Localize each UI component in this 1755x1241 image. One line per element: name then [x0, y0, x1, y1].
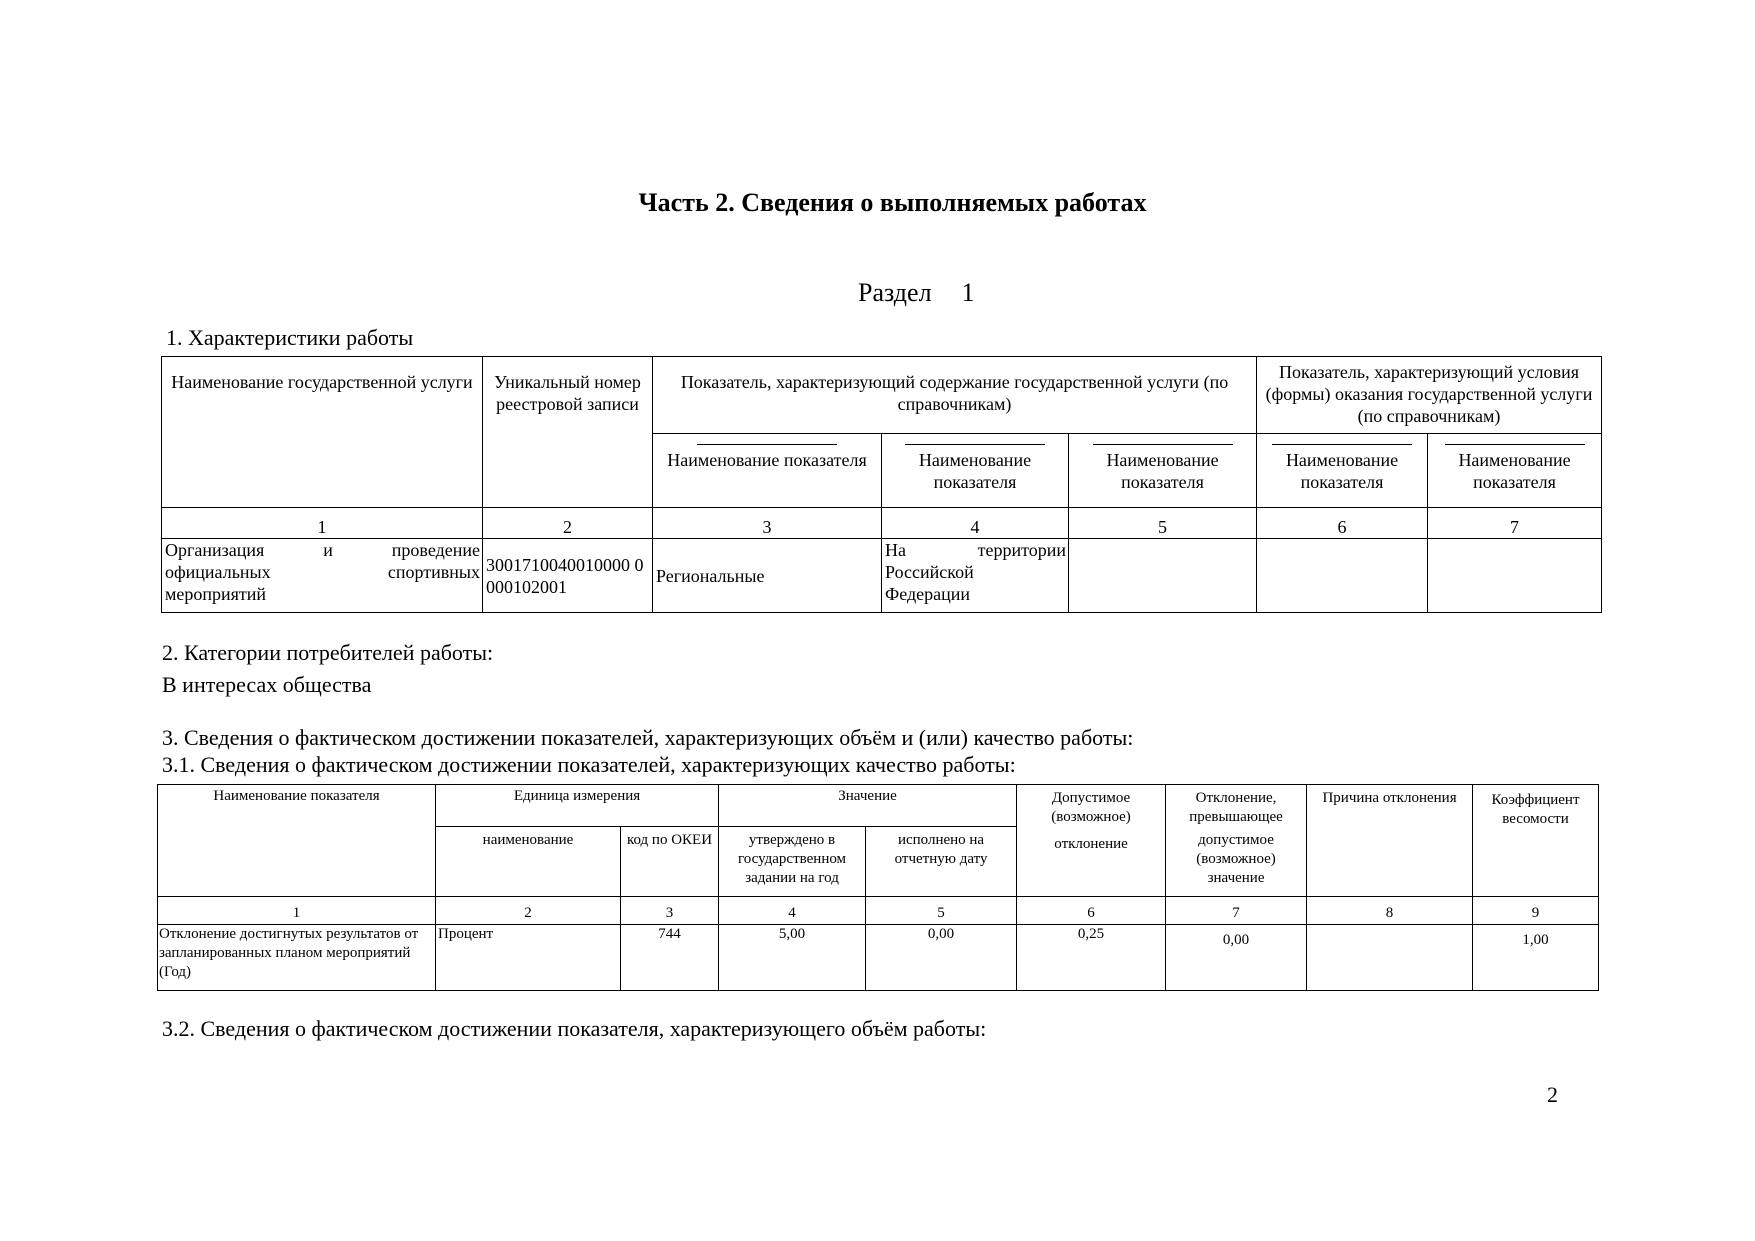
column-number: 6: [1017, 897, 1166, 925]
header-service-name: Наименование государственной услуги: [162, 357, 483, 508]
service-name-word: проведение: [391, 540, 480, 560]
indicator-4-line: [885, 539, 1066, 561]
blank-line: [697, 444, 837, 445]
unit-name-cell: Процент: [436, 925, 621, 991]
service-name-line: [165, 539, 480, 561]
indicator-5-cell: [1069, 539, 1257, 613]
subheader-indicator-4: [882, 434, 1069, 508]
column-number: 6: [1257, 508, 1428, 539]
indicator-name-cell: Отклонение достигнутых результатов от запланированных планом мероприятий (Год): [158, 925, 436, 991]
header-executed: исполнено на отчетную дату: [866, 827, 1017, 897]
column-number: 5: [1069, 508, 1257, 539]
achievement-heading: 3. Сведения о фактическом достижении показателей, характеризующих объём и (или) качество работы:: [162, 725, 1134, 750]
service-name-line: [165, 583, 480, 605]
deviation-reason-cell: [1307, 925, 1473, 991]
column-number: 1: [162, 508, 483, 539]
weight-coefficient-cell: 1,00: [1473, 925, 1599, 991]
header-deviation-reason: Причина отклонения: [1307, 785, 1473, 897]
subheader-label: Наименование показателя: [1458, 450, 1571, 492]
consumer-categories-value: В интересах общества: [162, 672, 372, 697]
header-registry-number: Уникальный номер реестровой записи: [483, 357, 653, 508]
blank-line: [1093, 444, 1233, 445]
indicator-4-rest: Российской Федерации: [885, 562, 974, 604]
header-allowed-deviation: [1017, 785, 1166, 897]
allowed-deviation-line-1: Допустимое (возможное): [1051, 790, 1131, 825]
column-number: 3: [653, 508, 882, 539]
registry-number-cell: 3001710040010000 0000102001: [483, 539, 653, 613]
service-name-word: Организация: [165, 540, 265, 560]
header-okei-code: код по ОКЕИ: [621, 827, 719, 897]
header-exceeding-deviation: [1166, 785, 1307, 897]
subheader-label: Наименование показателя: [667, 450, 867, 470]
column-number-row: [158, 897, 1599, 925]
column-number: 9: [1473, 897, 1599, 925]
column-number: 8: [1307, 897, 1473, 925]
table-row: [162, 539, 1602, 613]
indicator-3-cell: Региональные: [653, 539, 882, 613]
blank-line: [1272, 444, 1412, 445]
header-condition-indicators: Показатель, характеризующий условия (формы) оказания государственной услуги (по справочникам): [1257, 357, 1602, 434]
page-number: 2: [1547, 1082, 1558, 1107]
service-name-word: спортивных: [387, 562, 480, 582]
header-weight-coefficient: Коэффициент весомости: [1473, 785, 1599, 897]
work-characteristics-heading: 1. Характеристики работы: [166, 325, 414, 350]
subheader-label: Наименование показателя: [918, 450, 1032, 492]
blank-line: [1445, 444, 1585, 445]
blank-line: [905, 444, 1045, 445]
header-approved: утверждено в государственном задании на год: [719, 827, 866, 897]
section-label-text: Раздел: [858, 278, 932, 307]
quality-achievement-heading: 3.1. Сведения о фактическом достижении показателей, характеризующих качество работы:: [162, 752, 1016, 777]
column-number: 4: [882, 508, 1069, 539]
header-content-indicators: Показатель, характеризующий содержание государственной услуги (по справочникам): [653, 357, 1257, 434]
column-number: 7: [1166, 897, 1307, 925]
allowed-deviation-cell: 0,25: [1017, 925, 1166, 991]
service-name-line: [165, 561, 480, 583]
exceeding-deviation-line-2: допустимое (возможное) значение: [1196, 832, 1276, 886]
indicator-6-cell: [1257, 539, 1428, 613]
exceeding-deviation-line-1: Отклонение, превышающее: [1189, 790, 1283, 825]
section-label: [858, 278, 975, 308]
column-number: 2: [436, 897, 621, 925]
exceeding-deviation-cell: 0,00: [1166, 925, 1307, 991]
approved-value-cell: 5,00: [719, 925, 866, 991]
allowed-deviation-line-2: отклонение: [1054, 836, 1128, 852]
volume-achievement-heading: 3.2. Сведения о фактическом достижении показателя, характеризующего объём работы:: [162, 1016, 987, 1041]
subheader-indicator-7: [1428, 434, 1602, 508]
column-number-row: [162, 508, 1602, 539]
page-title: Часть 2. Сведения о выполняемых работах: [638, 188, 1147, 217]
executed-value-cell: 0,00: [866, 925, 1017, 991]
subheader-label: Наименование показателя: [1285, 450, 1399, 492]
header-unit-name: наименование: [436, 827, 621, 897]
work-characteristics-table: [161, 356, 1602, 613]
column-number: 2: [483, 508, 653, 539]
header-value: Значение: [719, 785, 1017, 827]
indicator-4-cell: [882, 539, 1069, 613]
quality-indicators-table: [157, 784, 1599, 991]
okei-code-cell: 744: [621, 925, 719, 991]
indicator-4-word: территории: [977, 540, 1066, 560]
subheader-indicator-5: [1069, 434, 1257, 508]
header-unit: Единица измерения: [436, 785, 719, 827]
subheader-indicator-3: [653, 434, 882, 508]
column-number: 7: [1428, 508, 1602, 539]
column-number: 3: [621, 897, 719, 925]
section-number: 1: [961, 278, 975, 307]
indicator-7-cell: [1428, 539, 1602, 613]
indicator-4-word: На: [885, 540, 906, 560]
table-row: [158, 925, 1599, 991]
column-number: 1: [158, 897, 436, 925]
subheader-label: Наименование показателя: [1106, 450, 1219, 492]
service-name-cell: [162, 539, 483, 613]
subheader-indicator-6: [1257, 434, 1428, 508]
service-name-word: мероприятий: [165, 584, 267, 604]
header-indicator-name: Наименование показателя: [158, 785, 436, 897]
consumer-categories-heading: 2. Категории потребителей работы:: [162, 640, 494, 665]
column-number: 5: [866, 897, 1017, 925]
service-name-word: официальных: [165, 562, 271, 582]
service-name-word: и: [323, 540, 333, 560]
column-number: 4: [719, 897, 866, 925]
